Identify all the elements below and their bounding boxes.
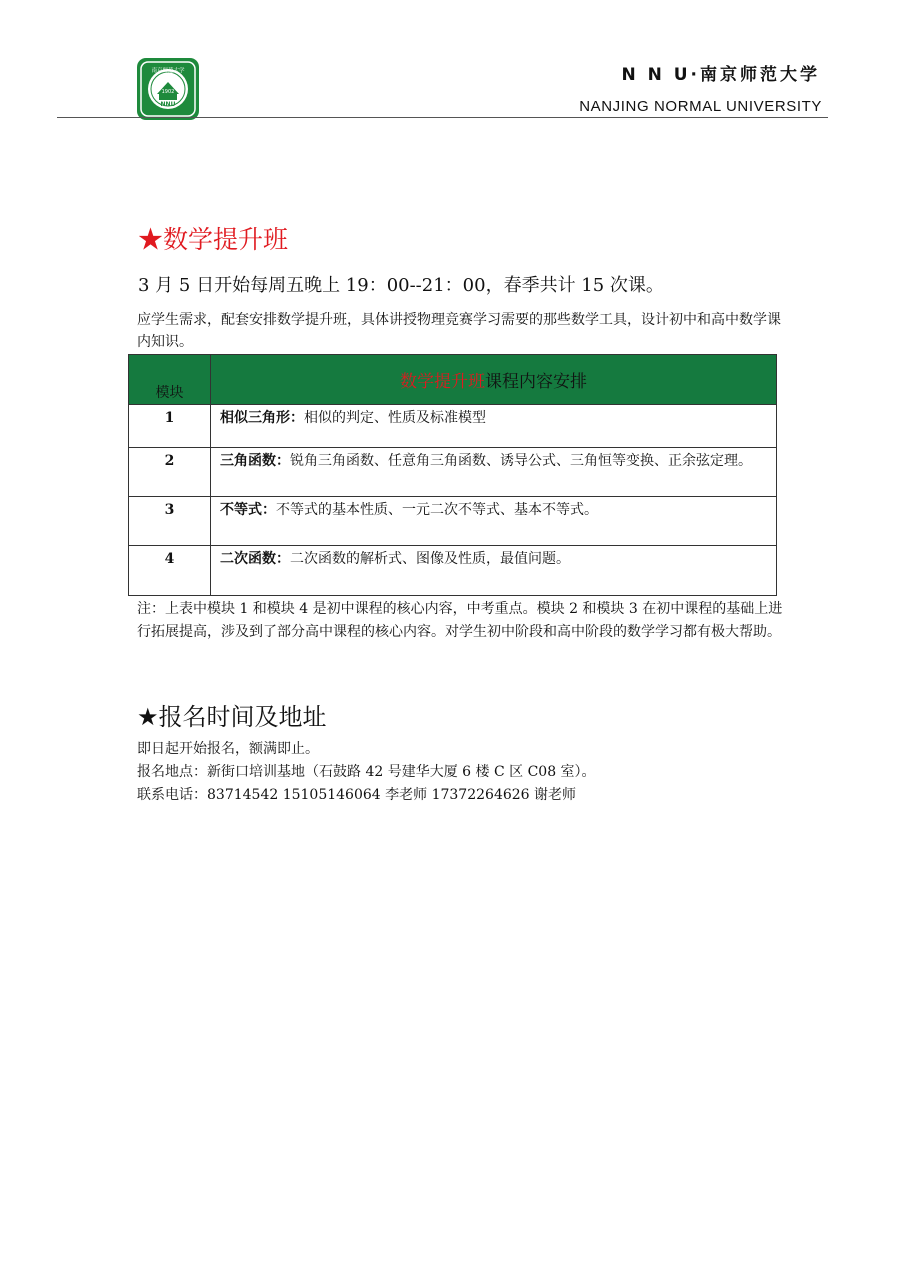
table-note: 注：上表中模块 1 和模块 4 是初中课程的核心内容，中考重点。模块 2 和模块 3 在初中课程的基础上进行拓展提高，涉及到了部分高中课程的核心内容。对学生初中阶段和高中阶段的数学学习都有极大帮助。 <box>137 601 783 640</box>
svg-text:NNU: NNU <box>160 101 176 108</box>
table-header-row <box>129 355 777 405</box>
svg-text:1902: 1902 <box>161 89 175 95</box>
table-row <box>129 405 777 448</box>
module-content: 相似三角形：相似的判定、性质及标准模型 <box>211 405 777 448</box>
module-description: 锐角三角函数、任意角三角函数、诱导公式、三角恒等变换、正余弦定理。 <box>290 453 752 469</box>
module-topic: 不等式 <box>220 502 262 518</box>
module-content: 二次函数：二次函数的解析式、图像及性质，最值问题。 <box>211 546 777 596</box>
module-description: 相似的判定、性质及标准模型 <box>304 410 486 426</box>
header-university-en-name: NANJING NORMAL UNIVERSITY <box>579 98 822 115</box>
star-icon: ★ <box>138 225 164 254</box>
table-title-rest: 课程内容安排 <box>485 372 587 392</box>
intro-paragraph: 应学生需求，配套安排数学提升班，具体讲授物理竞赛学习需要的那些数学工具，设计初中和高中数学课内知识。 <box>137 312 781 350</box>
module-topic: 相似三角形 <box>220 410 290 426</box>
table-row <box>129 497 777 546</box>
header-university-cn-name: N N U·南京师范大学 <box>621 65 820 85</box>
registration-title: 报名时间及地址 <box>158 703 327 731</box>
module-topic: 二次函数 <box>220 551 276 567</box>
module-content: 不等式：不等式的基本性质、一元二次不等式、基本不等式。 <box>211 497 777 546</box>
module-number: 2 <box>129 448 211 497</box>
registration-period: 即日起开始报名，额满即止。 <box>137 741 319 757</box>
registration-address: 报名地点：新街口培训基地（石鼓路 42 号建华大厦 6 楼 C 区 C08 室）。 <box>137 764 596 780</box>
column-header-module: 模块 <box>129 355 211 405</box>
schedule-text: 3 月 5 日开始每周五晚上 19：00--21：00，春季共计 15 次课。 <box>138 275 664 296</box>
module-description: 不等式的基本性质、一元二次不等式、基本不等式。 <box>276 502 598 518</box>
table-title-highlight: 数学提升班 <box>400 372 485 392</box>
svg-text:南京师范大学: 南京师范大学 <box>151 68 185 74</box>
star-icon: ★ <box>137 703 159 731</box>
header-divider <box>57 117 828 118</box>
math-class-title: 数学提升班 <box>163 225 289 254</box>
table-title <box>211 355 777 405</box>
course-schedule-table <box>128 354 777 596</box>
math-class-heading <box>138 220 288 256</box>
contact-phone: 联系电话：83714542 15105146064 李老师 17372264626 谢老师 <box>137 787 577 803</box>
registration-details <box>137 738 596 807</box>
table-row <box>129 546 777 596</box>
registration-heading <box>137 697 327 732</box>
module-content: 三角函数：锐角三角函数、任意角三角函数、诱导公式、三角恒等变换、正余弦定理。 <box>211 448 777 497</box>
module-number: 4 <box>129 546 211 596</box>
university-logo <box>137 58 199 120</box>
table-row <box>129 448 777 497</box>
module-number: 1 <box>129 405 211 448</box>
module-description: 二次函数的解析式、图像及性质，最值问题。 <box>290 551 570 567</box>
module-topic: 三角函数 <box>220 453 276 469</box>
module-number: 3 <box>129 497 211 546</box>
